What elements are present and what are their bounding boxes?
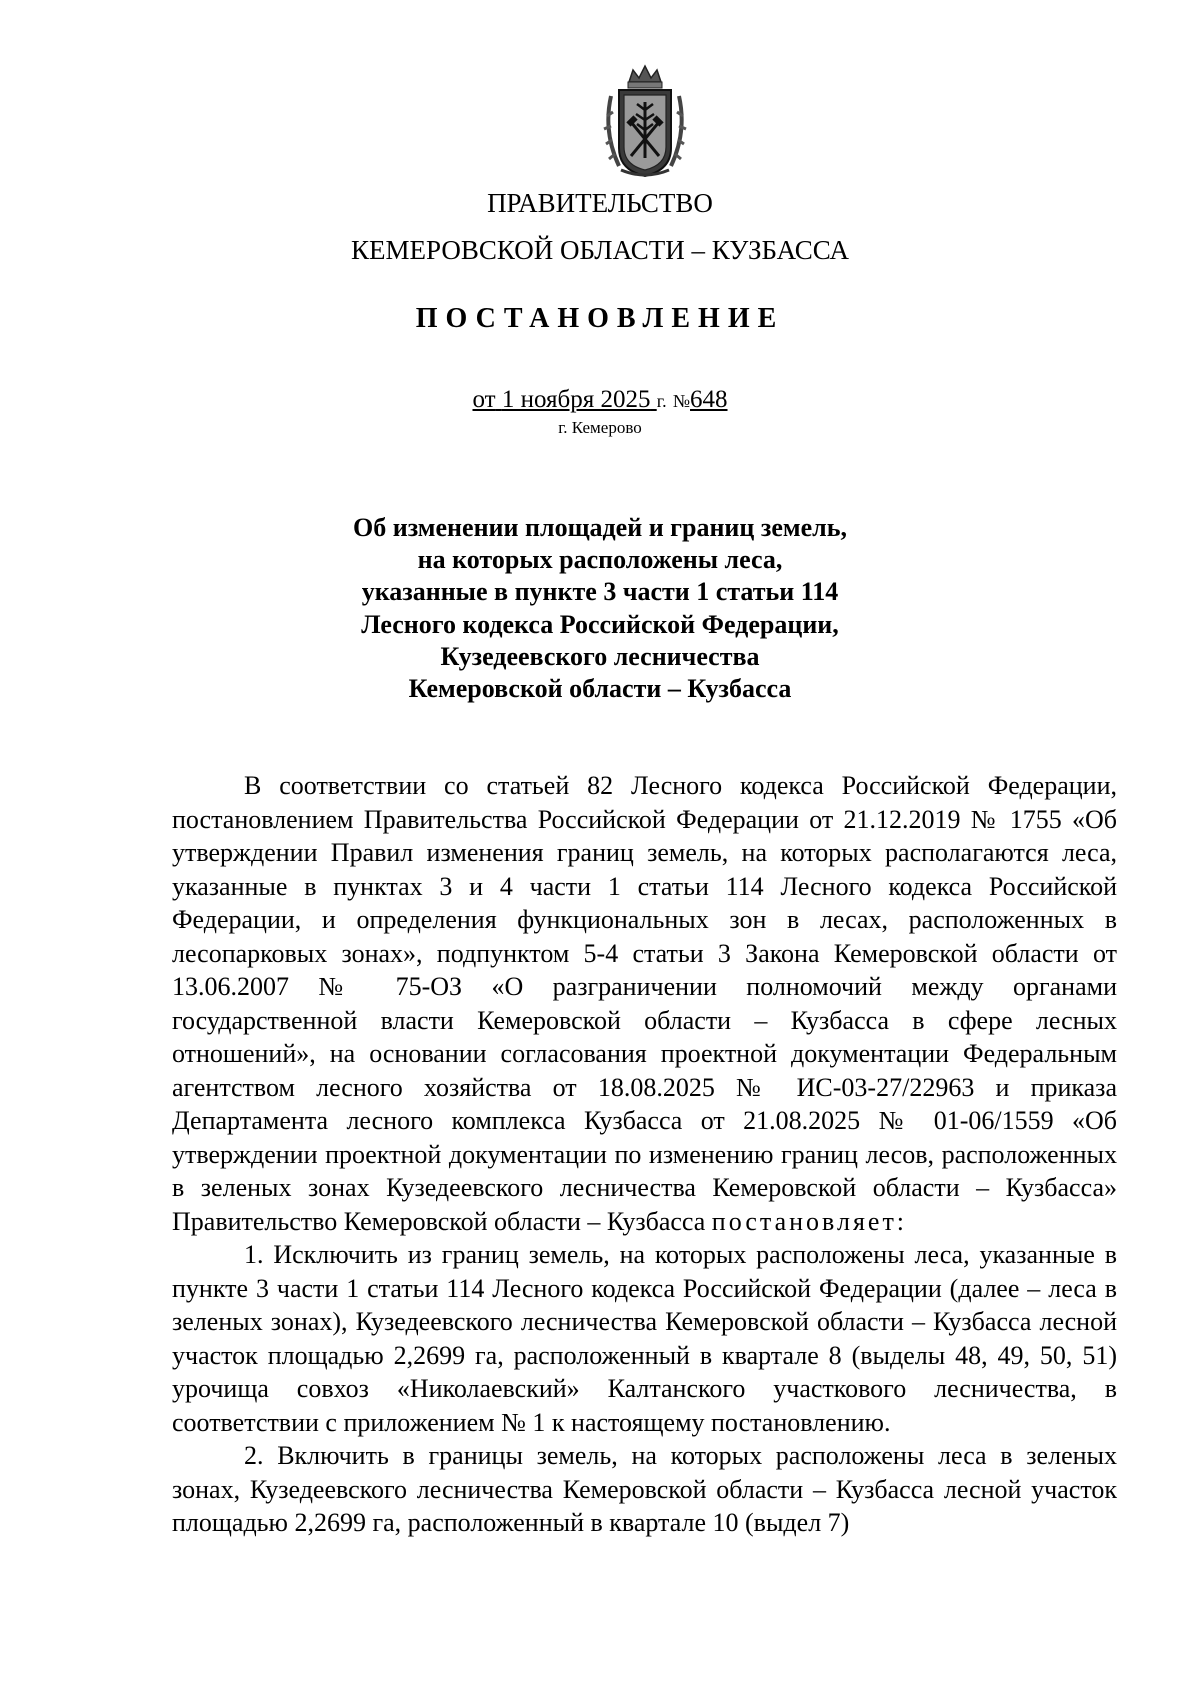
preamble-paragraph — [172, 769, 1117, 1238]
document-number: 648 — [690, 386, 728, 413]
org-name-line2: КЕМЕРОВСКОЙ ОБЛАСТИ – КУЗБАССА — [351, 235, 849, 265]
date-line — [0, 386, 1200, 415]
year-suffix: г. — [656, 391, 667, 411]
title-line: Кемеровской области – Кузбасса — [408, 674, 792, 704]
decree-word: постановляет: — [711, 1206, 908, 1236]
city-label: г. Кемерово — [558, 418, 642, 437]
preamble-text: В соответствии со статьей 82 Лесного кодекса Российской Федерации, постановлением Правительства Российской Федерации от 21.12.2019 № 1755 «Об утверждении Правил изменения границ земель, на которых располагаются леса, указанные в пунктах 3 и 4 части 1 статьи 114 Лесного кодекса Российской Федерации, и определения функциональных зон в лесах, расположенных в лесопарковых зонах», подпунктом 5-4 статьи 3 Закона Кемеровской области от 13.06.2007 № 75-ОЗ «О разграничении полномочий между органами государственной власти Кемеровской области – Кузбасса в сфере лесных отношений», на основании согласования проектной документации Федеральным агентством лесного хозяйства от 18.08.2025 № ИС-03-27/22963 и приказа Департамента лесного комплекса Кузбасса от 21.08.2025 № 01-06/1559 «Об утверждении проектной документации по изменению границ лесов, расположенных в зеленых зонах Кузедеевского лесничества Кемеровской области – Кузбасса» Правительство Кемеровской области – Кузбасса — [172, 771, 1117, 1236]
document-date: 1 ноября 2025 — [501, 386, 651, 413]
title-line: Об изменении площадей и границ земель, — [353, 513, 847, 542]
date-prefix: от — [472, 386, 496, 413]
title-line: на которых расположены леса, — [417, 545, 783, 575]
item-2-paragraph: 2. Включить в границы земель, на которых расположены леса в зеленых зонах, Кузедеевского лесничества Кемеровской области – Кузбасса лесной участок площадью 2,2699 га, расположенный в квартале 10 (выдел 7) — [172, 1441, 1117, 1537]
document-type: ПОСТАНОВЛЕНИЕ — [415, 303, 785, 334]
org-name-line1: ПРАВИТЕЛЬСТВО — [487, 188, 713, 218]
title-line: указанные в пункте 3 части 1 статьи 114 — [361, 577, 839, 607]
number-sign: № — [672, 391, 691, 411]
document-title — [0, 512, 1200, 705]
document-body — [172, 769, 1117, 1540]
coat-of-arms-icon — [599, 62, 691, 182]
title-line: Кузедеевского лесничества — [440, 641, 760, 671]
title-line: Лесного кодекса Российской Федерации, — [361, 609, 839, 639]
item-1-paragraph: 1. Исключить из границ земель, на которых расположены леса, указанные в пункте 3 части 1 статьи 114 Лесного кодекса Российской Федерации (далее – леса в зеленых зонах), Кузедеевского лесничества Кемеровской области – Кузбасса лесной участок площадью 2,2699 га, расположенный в квартале 8 (выделы 48, 49, 50, 51) урочища совхоз «Николаевский» Калтанского участкового лесничества, в соответствии с приложением № 1 к настоящему постановлению. — [172, 1240, 1117, 1437]
